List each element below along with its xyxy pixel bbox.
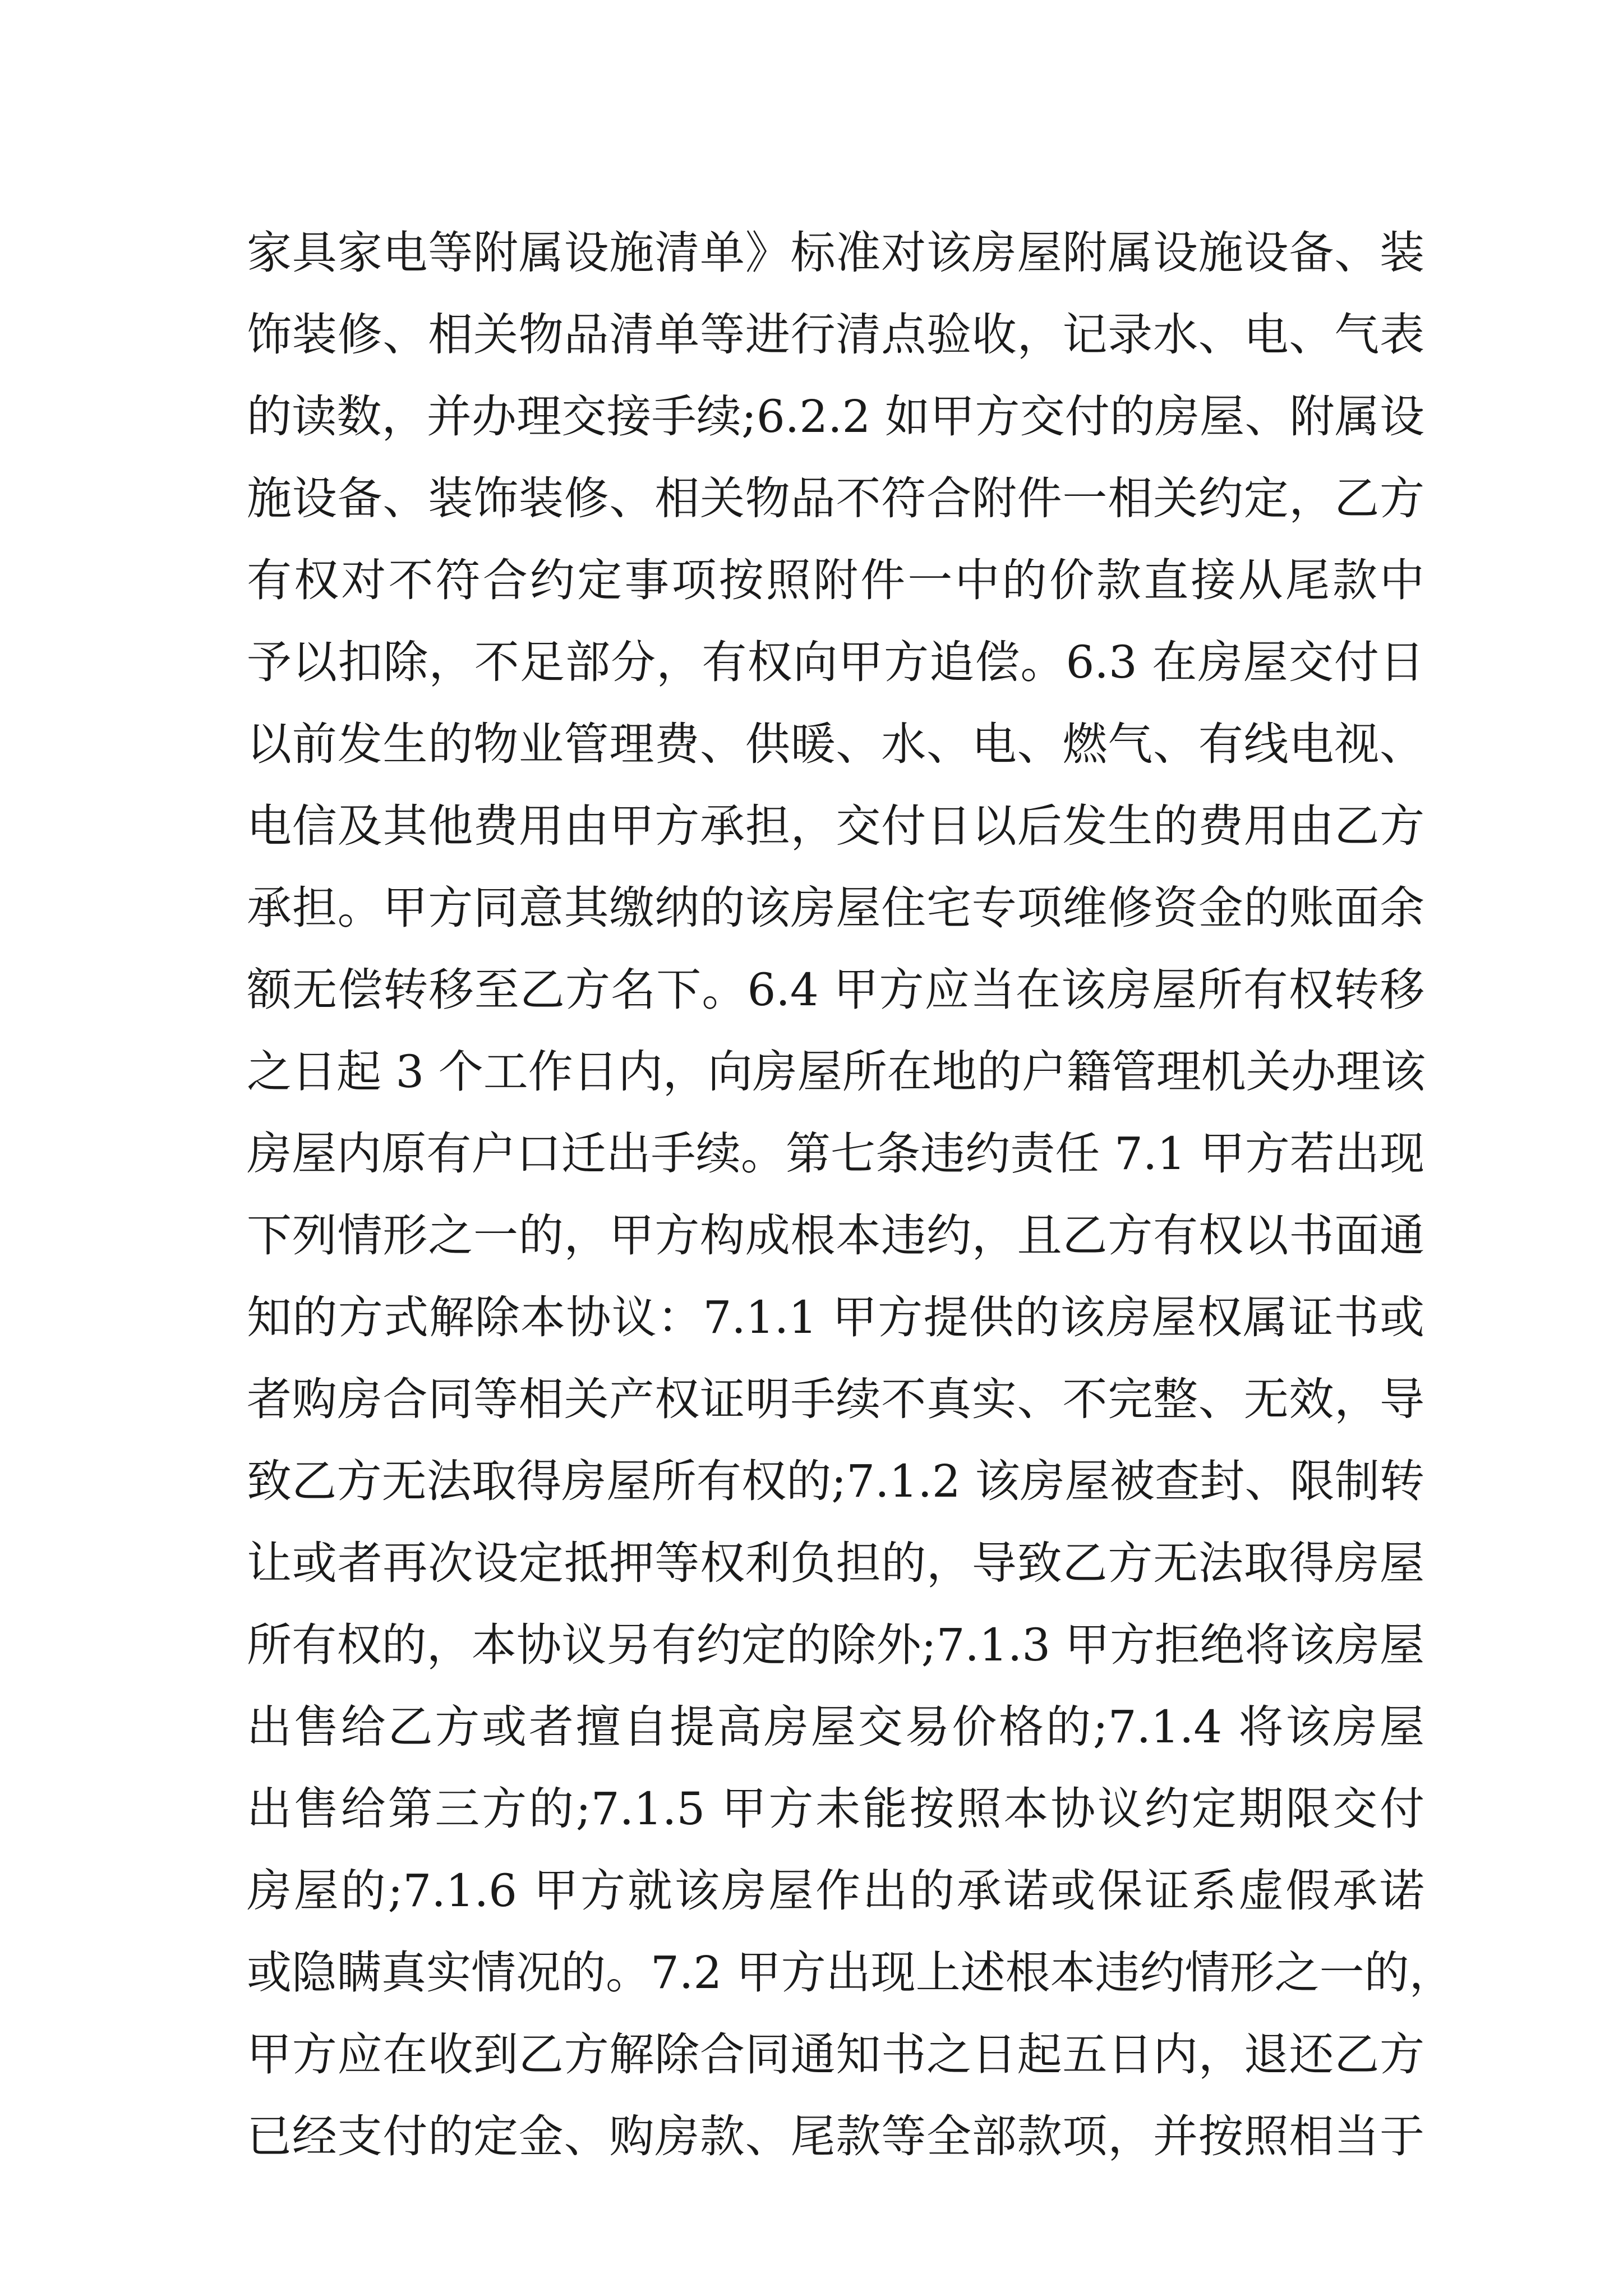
text-line: 饰装修、相关物品清单等进行清点验收，记录水、电、气表 — [247, 309, 1424, 361]
text-line: 以前发生的物业管理费、供暖、水、电、燃气、有线电视、 — [247, 718, 1424, 770]
text-line: 出售给乙方或者擅自提高房屋交易价格的;7.1.4 将该房屋 — [247, 1701, 1424, 1753]
text-line: 有权对不符合约定事项按照附件一中的价款直接从尾款中 — [247, 554, 1424, 606]
text-line: 所有权的，本协议另有约定的除外;7.1.3 甲方拒绝将该房屋 — [247, 1619, 1424, 1671]
text-line: 下列情形之一的，甲方构成根本违约，且乙方有权以书面通 — [247, 1209, 1424, 1262]
text-line: 房屋的;7.1.6 甲方就该房屋作出的承诺或保证系虚假承诺 — [247, 1865, 1424, 1917]
text-line: 甲方应在收到乙方解除合同通知书之日起五日内，退还乙方 — [247, 2028, 1424, 2081]
text-line: 知的方式解除本协议：7.1.1 甲方提供的该房屋权属证书或 — [247, 1291, 1424, 1343]
text-line: 或隐瞒真实情况的。7.2 甲方出现上述根本违约情形之一的， — [247, 1947, 1454, 1999]
text-line: 家具家电等附属设施清单》标准对该房屋附属设施设备、装 — [247, 227, 1424, 279]
text-line: 承担。甲方同意其缴纳的该房屋住宅专项维修资金的账面余 — [247, 882, 1424, 934]
text-line: 者购房合同等相关产权证明手续不真实、不完整、无效，导 — [247, 1373, 1424, 1425]
text-line: 房屋内原有户口迁出手续。第七条违约责任 7.1 甲方若出现 — [247, 1128, 1424, 1180]
text-line: 致乙方无法取得房屋所有权的;7.1.2 该房屋被查封、限制转 — [247, 1455, 1424, 1507]
text-line: 电信及其他费用由甲方承担，交付日以后发生的费用由乙方 — [247, 800, 1424, 852]
text-line: 出售给第三方的;7.1.5 甲方未能按照本协议约定期限交付 — [247, 1783, 1424, 1835]
text-line: 额无偿转移至乙方名下。6.4 甲方应当在该房屋所有权转移 — [247, 964, 1424, 1016]
contract-text-body — [247, 212, 1454, 2178]
text-line: 之日起 3 个工作日内，向房屋所在地的户籍管理机关办理该 — [247, 1046, 1426, 1098]
text-line: 的读数，并办理交接手续;6.2.2 如甲方交付的房屋、附属设 — [247, 390, 1424, 443]
text-line: 让或者再次设定抵押等权利负担的，导致乙方无法取得房屋 — [247, 1537, 1424, 1589]
text-line: 已经支付的定金、购房款、尾款等全部款项，并按照相当于 — [247, 2110, 1424, 2162]
text-line: 予以扣除，不足部分，有权向甲方追偿。6.3 在房屋交付日 — [247, 636, 1424, 688]
text-line: 施设备、装饰装修、相关物品不符合附件一相关约定，乙方 — [247, 472, 1424, 524]
